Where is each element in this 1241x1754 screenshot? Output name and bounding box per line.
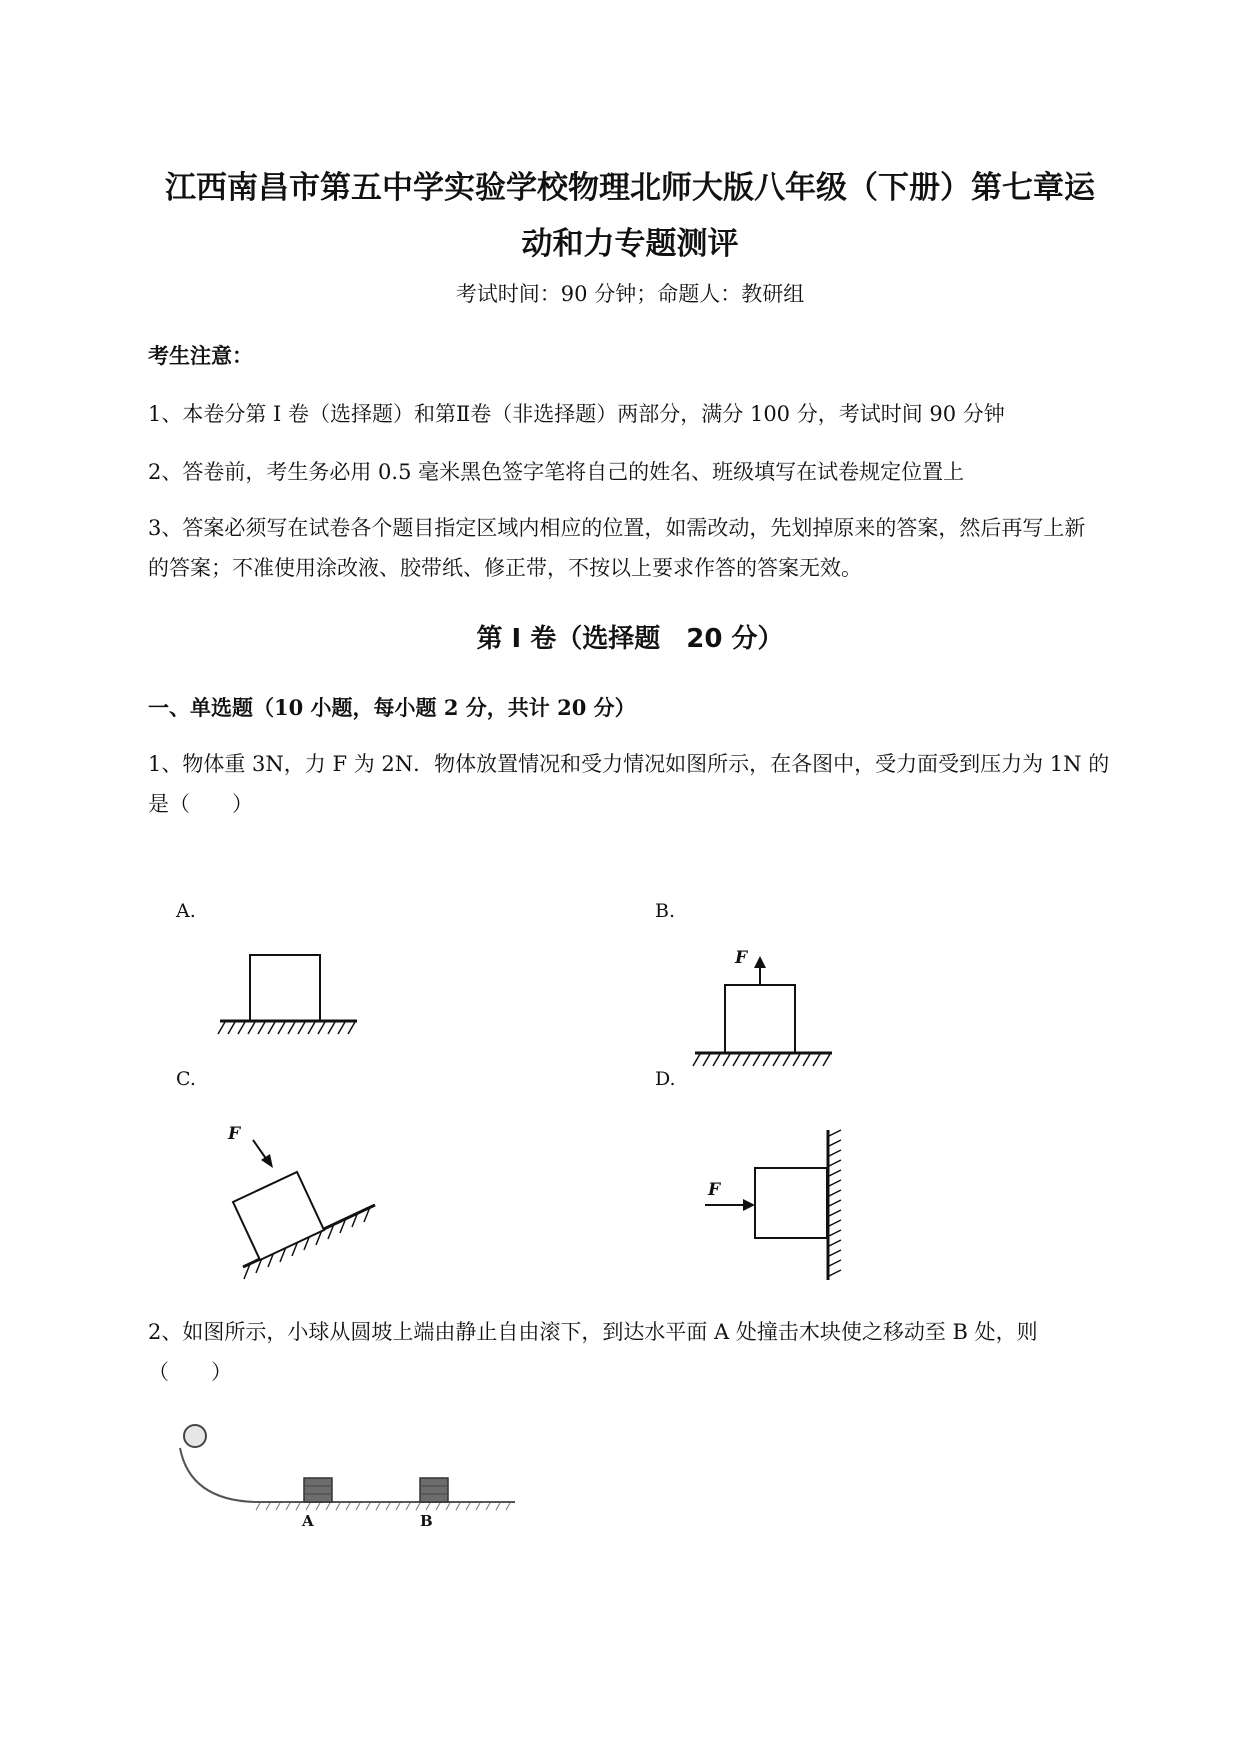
- notice-heading: 考生注意：: [148, 343, 253, 368]
- q1-text-line2: 是（ ）: [148, 792, 253, 816]
- option-b-label: B.: [655, 900, 676, 922]
- point-b-label: B: [420, 1512, 433, 1530]
- exam-info: 考试时间：90 分钟；命题人：教研组: [455, 282, 805, 306]
- q1-text-line1: 1、物体重 3N，力 F 为 2N．物体放置情况和受力情况如图所示，在各图中，受力面受到压力为 1N 的: [148, 752, 1110, 776]
- option-a-label: A.: [176, 900, 196, 922]
- option-c-label: C.: [176, 1068, 196, 1090]
- q2-text-line1: 2、如图所示，小球从圆坡上端由静止自由滚下，到达水平面 A 处撞击木块使之移动至 B 处，则: [148, 1320, 1038, 1344]
- notice-item-1: 1、本卷分第 I 卷（选择题）和第Ⅱ卷（非选择题）两部分，满分 100 分，考试时间 90 分钟: [148, 402, 1005, 426]
- point-a-label: A: [302, 1512, 314, 1530]
- force-label-d: F: [708, 1180, 721, 1200]
- page-title-line2: 动和力专题测评: [521, 226, 739, 262]
- figure-d-block-against-wall: [700, 1130, 850, 1290]
- figure-q2-ramp-ball-blocks: [170, 1420, 530, 1540]
- force-label-c: F: [228, 1124, 241, 1144]
- section-heading: 一、单选题（10 小题，每小题 2 分，共计 20 分）: [148, 695, 636, 720]
- figure-c-block-on-incline: [235, 1130, 385, 1280]
- option-d-label: D.: [655, 1068, 676, 1090]
- part1-heading: 第 I 卷（选择题 20 分）: [476, 624, 784, 654]
- figure-a-block-on-ground: [215, 960, 365, 1050]
- force-label-b: F: [735, 948, 748, 968]
- q2-text-line2: （ ）: [148, 1360, 232, 1384]
- notice-item-3-line1: 3、答案必须写在试卷各个题目指定区域内相应的位置，如需改动，先划掉原来的答案，然后再写上新: [148, 516, 1086, 540]
- notice-item-3-line2: 的答案；不准使用涂改液、胶带纸、修正带，不按以上要求作答的答案无效。: [148, 556, 862, 580]
- notice-item-2: 2、答卷前，考生务必用 0.5 毫米黑色签字笔将自己的姓名、班级填写在试卷规定位置上: [148, 460, 965, 484]
- figure-b-block-pulled-up: [690, 950, 840, 1080]
- page-title-line1: 江西南昌市第五中学实验学校物理北师大版八年级（下册）第七章运: [165, 170, 1095, 206]
